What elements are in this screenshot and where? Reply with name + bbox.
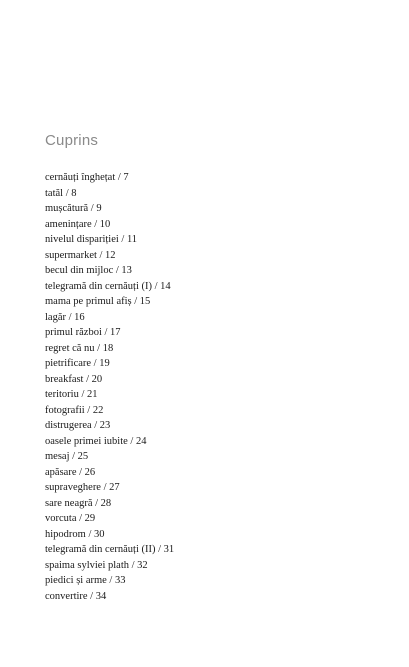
toc-item: mama pe primul afiș / 15 [45, 296, 151, 307]
toc-item: teritoriu / 21 [45, 389, 98, 400]
toc-item: lagăr / 16 [45, 311, 85, 323]
toc-item: spaima sylviei plath / 32 [45, 559, 148, 571]
toc-item: nivelul dispariției / 11 [45, 234, 138, 245]
toc-item: telegramă din cernăuți (I) / 14 [45, 280, 171, 292]
toc-title: Cuprins [45, 132, 99, 149]
toc-item: mesaj / 25 [45, 451, 89, 462]
toc-item: pietrificare / 19 [45, 358, 110, 369]
toc-item: fotografii / 22 [45, 404, 104, 416]
toc-item: vorcuta / 29 [45, 513, 96, 524]
toc-item: breakfast / 20 [45, 373, 103, 385]
toc-item: cernăuți înghețat / 7 [45, 172, 129, 183]
toc-item: hipodrom / 30 [45, 528, 105, 540]
toc-item: tatăl / 8 [45, 187, 77, 199]
toc-item: primul război / 17 [45, 327, 121, 338]
toc-item: piedici și arme / 33 [45, 575, 126, 586]
toc-item: supermarket / 12 [45, 249, 116, 261]
toc-item: oasele primei iubite / 24 [45, 435, 147, 447]
toc-item: distrugerea / 23 [45, 420, 111, 431]
toc-item: convertire / 34 [45, 590, 107, 602]
toc-item: amenințare / 10 [45, 218, 111, 230]
toc-item: apăsare / 26 [45, 466, 96, 478]
toc-list [45, 170, 174, 604]
toc-item: regret că nu / 18 [45, 342, 114, 354]
toc-item: supraveghere / 27 [45, 482, 120, 493]
toc-item: telegramă din cernăuți (II) / 31 [45, 544, 175, 555]
toc-item: mușcătură / 9 [45, 203, 102, 214]
toc-item: becul din mijloc / 13 [45, 265, 132, 276]
toc-item: sare neagră / 28 [45, 497, 112, 509]
